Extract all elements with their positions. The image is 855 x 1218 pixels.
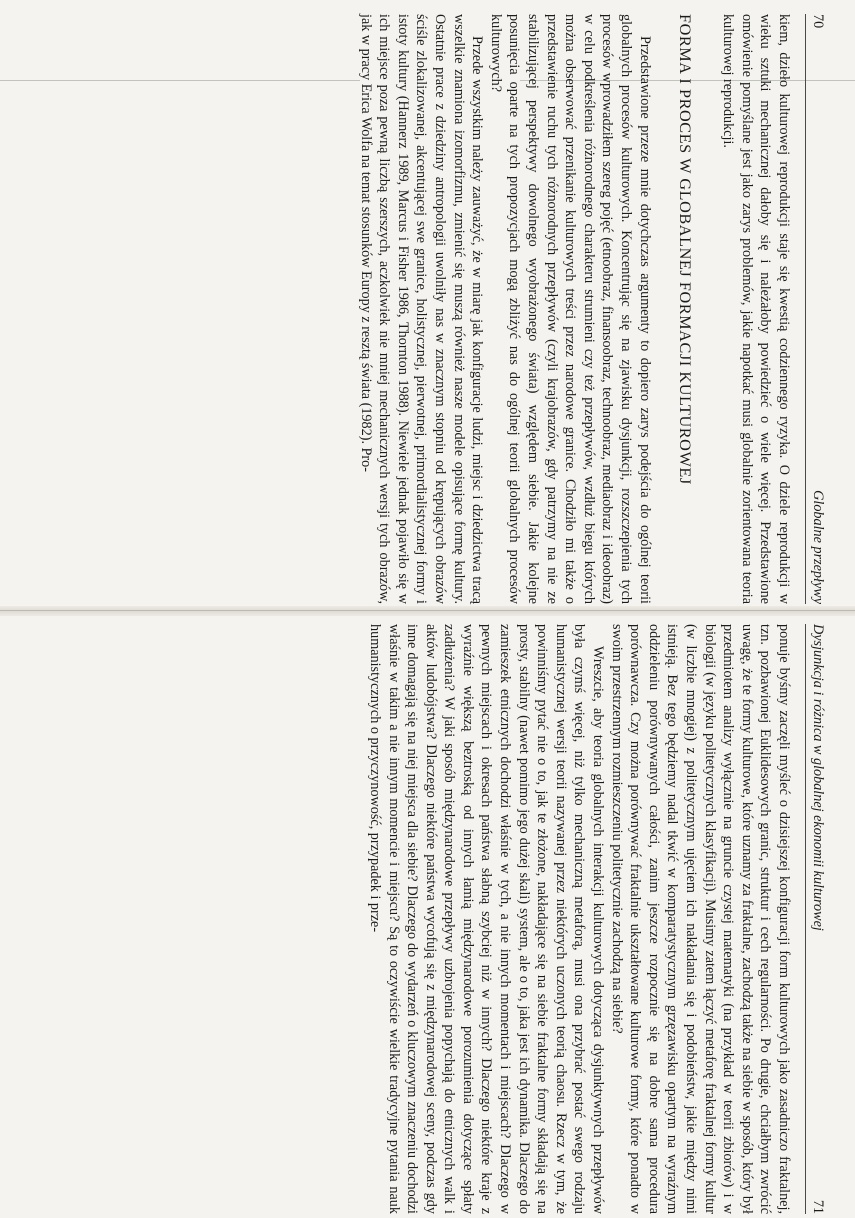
scan-line-fold [0,610,855,611]
running-head-left [805,14,826,604]
book-page-left [106,14,826,604]
section-title: FORMA I PROCES W GLOBALNEJ FORMACJI KULTUROWEJ [675,14,694,485]
page-number-right: 71 [810,1199,826,1214]
running-title-right: Dysjunkcja i różnica w globalnej ekonomii kulturowej [810,624,826,931]
running-head-right [805,624,826,1214]
running-title-left: Globalne przepływy [810,490,826,604]
book-page-right [106,624,826,1214]
page-fold [0,606,855,616]
body-paragraph: Przedstawione przeze mnie dotychczas argumenty to dopiero zarys podejścia do ogólnej teorii globalnych procesów kulturowych. Koncentrując się na zjawisku dysjunkcji, rozszczepienia tych procesów wprowadziłem szereg pojęć (etnoobraz, finansoobraz, technoobraz, mediaobraz i ideoobraz) w celu podkreślenia różnorodnego charakteru strumieni czy też przepływów, wzdłuż biegu których można obserwować przenikanie kulturowych treści przez narodowe granice. Chodziło mi także o przedstawienie ruchu tych różnorodnych przepływów (czyli krajobrazów, gdy patrzymy na nie ze stabilizującej perspektywy dowolnego wyobrażonego świata) względem siebie. Jakie kolejne posunięcia oparte na tych propozycjach mogą zbliżyć nas do ogólnej teorii globalnych procesów kulturowych? [487,14,653,604]
page-number-left: 70 [810,14,826,29]
intro-paragraph: kiem, dzieło kulturowej reprodukcji staje się kwestią codziennego ryzyka. O dziele reprodukcji w wieku sztuki mechanicznej dałoby się i należałoby powiedzieć o wiele więcej. Przedstawione omówienie pomyślane jest jako zarys problemów, jakie napotkać musi globalnie zorientowana teoria kulturowej reprodukcji. [720,14,792,604]
body-paragraph: ponuje byśmy zaczęli myśleć o dzisiejszej konfiguracji form kulturowych jako zasadniczo fraktalnej, tzn. pozbawionej Euklidesowych granic, struktur i cech regularności. Po drugie, chciałbym zwrócić uwagę, że te formy kulturowe, które uznamy za fraktalne, zachodzą także na siebie w sposób, który był przedmiotem analizy wyłącznie na gruncie czystej matematyki (na przykład w teorii zbiorów) i w biologii (w języku politetycznych klasyfikacji). Musimy zatem łączyć metaforę fraktalnej formy kultur (w liczbie mnogiej) z politetycznym ujęciem ich nakładania się i podobieństw, jakie między nimi istnieją. Bez tego będziemy nadal tkwić w komparatystycznym grzęzawisku opartym na wyraźnym oddzieleniu porównywanych całości, zanim jeszcze rozpocznie się na dobre sama procedura porównawcza. Czy można porównywać fraktalnie ukształtowane kulturowe formy, które ponadto w swoim przestrzennym rozmieszczeniu politetycznie zachodzą na siebie? [608,624,792,1214]
body-paragraph: Wreszcie, aby teoria globalnych interakcji kulturowych dotycząca dysjunktywnych przepływów była czymś więcej, niż tylko mechaniczną metaforą, musi ona przybrać postać swego rodzaju humanistycznej wersji teorii nazywanej przez niektórych uczonych teorią chaosu. Rzecz w tym, że powinniśmy pytać nie o to, jak te złożone, nakładające się na siebie fraktalne formy składają się na prosty, stabilny (nawet pomimo jego dużej skali) system, ale o to, jaka jest ich dynamika. Dlaczego do zamieszek etnicznych dochodzi właśnie w tych, a nie innych momentach i miejscach? Dlaczego w pewnych miejscach i okresach państwa słabną szybciej niż w innych? Dlaczego niektóre kraje z wyraźnie większą beztroską od innych łamią międzynarodowe porozumienia dotyczące spłaty zadłużenia? W jaki sposób międzynarodowe przepływy uzbrojenia popychają do etnicznych walk i aktów ludobójstwa? Dlaczego niektóre państwa wycofują się z międzynarodowej sceny, podczas gdy inne domagają się na niej miejsca dla siebie? Dlaczego do wydarzeń o kluczowym znaczeniu dochodzi właśnie w takim a nie innym momencie i miejscu? Są to oczywiście wielkie tradycyjne pytania nauk humanistycznych o przyczynowość, przypadek i prze- [366,624,607,1214]
body-paragraph: Przede wszystkim należy zauważyć, że w miarę jak konfiguracje ludzi, miejsc i dziedzictwa tracą wszelkie znamiona izomorfizmu, zmienić się muszą również nasze modele opisujące formę kultury. Ostatnie prace z dziedziny antropologii uwolniły nas w znacznym stopniu od krępujących obrazów ściśle zlokalizowanej, akcentującej swe granice, holistycznej, pierwotnej, primordialistycznej formy i istoty kultury (Hannerz 1989, Marcus i Fisher 1986, Thornton 1988). Niewiele jednak pojawiło się w ich miejsce poza pewną liczbą szerszych, aczkolwiek nie mniej mechanicznych wersji tych obrazów, jak w pracy Erica Wolfa na temat stosunków Europy z resztą świata (1982). Pro- [357,14,486,604]
